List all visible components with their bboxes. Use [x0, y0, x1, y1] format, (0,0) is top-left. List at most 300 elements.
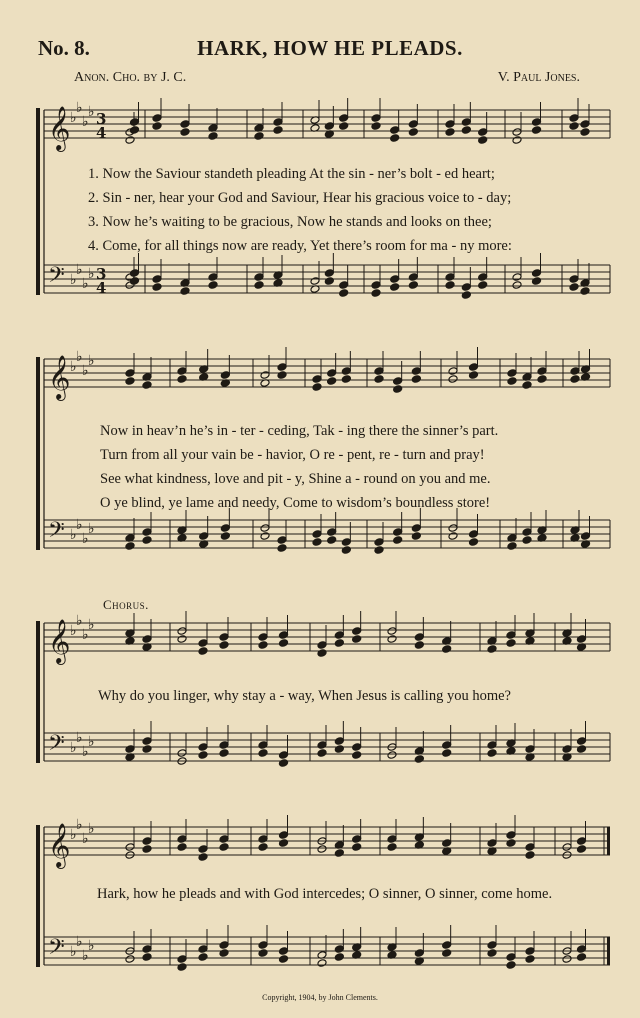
note-head [208, 281, 218, 290]
note-head [142, 745, 152, 754]
flat-icon: ♭ [70, 944, 77, 960]
note-head [327, 377, 337, 386]
note-head [219, 835, 229, 844]
bass-clef-icon: 𝄢 [48, 263, 65, 293]
note-head [339, 122, 349, 131]
note-head [277, 371, 287, 380]
note-head [279, 947, 289, 956]
note-head [393, 385, 403, 394]
note-head [152, 283, 162, 292]
note-head [507, 369, 517, 378]
note-head [393, 377, 403, 386]
verse-lyrics-second-half [100, 419, 498, 515]
note-head [577, 845, 587, 854]
note-head [374, 375, 384, 384]
note-head [334, 849, 344, 858]
note-head [569, 283, 579, 292]
note-head [334, 745, 344, 754]
note-head [341, 375, 351, 384]
note-head [442, 839, 452, 848]
flat-icon: ♭ [70, 359, 77, 375]
note-head [177, 635, 187, 644]
note-head [408, 128, 418, 137]
note-head [219, 941, 229, 950]
note-head [512, 273, 522, 282]
note-head [219, 641, 229, 650]
flat-icon: ♭ [76, 613, 83, 629]
note-head [324, 269, 334, 278]
note-head [445, 273, 455, 282]
note-head [142, 953, 152, 962]
note-head [125, 369, 135, 378]
note-head [581, 532, 591, 541]
system-brace [36, 108, 40, 295]
note-head [569, 114, 579, 123]
note-head [273, 118, 283, 127]
flat-icon: ♭ [70, 110, 77, 126]
note-head [220, 524, 230, 533]
note-head [414, 641, 424, 650]
note-head [254, 281, 264, 290]
note-head [199, 532, 209, 541]
note-head [142, 381, 152, 390]
note-head [317, 845, 327, 854]
note-head [208, 132, 218, 141]
flat-icon: ♭ [76, 349, 83, 365]
note-head [478, 281, 488, 290]
note-head [562, 843, 572, 852]
note-head [258, 641, 268, 650]
note-head [506, 639, 516, 648]
flat-icon: ♭ [76, 730, 83, 746]
note-head [525, 851, 535, 860]
note-head [324, 277, 334, 286]
note-head [180, 287, 190, 296]
note-head [522, 536, 532, 545]
chorus-label: Chorus. [103, 597, 149, 612]
note-head [390, 134, 400, 143]
note-head [414, 633, 424, 642]
note-head [411, 367, 421, 376]
flat-icon: ♭ [70, 527, 77, 543]
flat-icon: ♭ [88, 938, 95, 954]
note-head [522, 528, 532, 537]
note-head [387, 835, 397, 844]
note-head [125, 136, 135, 145]
note-head [125, 745, 135, 754]
flat-icon: ♭ [82, 531, 89, 547]
note-head [352, 751, 362, 760]
system-brace [36, 621, 40, 763]
flat-icon: ♭ [88, 521, 95, 537]
note-head [478, 128, 488, 137]
note-head [339, 289, 349, 298]
note-head [448, 524, 458, 533]
note-head [312, 530, 322, 539]
note-head [258, 843, 268, 852]
flat-icon: ♭ [82, 627, 89, 643]
note-head [577, 945, 587, 954]
note-head [487, 645, 497, 654]
note-head [334, 737, 344, 746]
note-head [371, 122, 381, 131]
note-head [569, 122, 579, 131]
note-head [220, 371, 230, 380]
note-head [487, 741, 497, 750]
flat-icon: ♭ [88, 734, 95, 750]
verse-3-line-1: 3. Now he’s waiting to be gracious, Now he stands and looks on thee; [88, 214, 492, 230]
flat-icon: ♭ [88, 266, 95, 282]
note-head [577, 745, 587, 754]
note-head [448, 367, 458, 376]
note-head [411, 532, 421, 541]
note-head [177, 835, 187, 844]
note-head [312, 538, 322, 547]
note-head [469, 371, 479, 380]
note-head [258, 949, 268, 958]
note-head [408, 120, 418, 129]
note-head [327, 536, 337, 545]
note-head [371, 114, 381, 123]
note-head [277, 536, 287, 545]
note-head [341, 546, 351, 555]
note-head [177, 843, 187, 852]
note-head [279, 831, 289, 840]
note-head [341, 538, 351, 547]
note-head [258, 749, 268, 758]
note-head [532, 118, 542, 127]
note-head [317, 741, 327, 750]
note-head [537, 375, 547, 384]
flat-icon: ♭ [82, 744, 89, 760]
note-head [478, 136, 488, 145]
note-head [411, 524, 421, 533]
note-head [532, 269, 542, 278]
note-head [393, 528, 403, 537]
note-head [562, 955, 572, 964]
final-barline [607, 827, 610, 855]
note-head [279, 631, 289, 640]
note-head [260, 371, 270, 380]
verse-lyrics-first-half [88, 162, 512, 258]
note-head [177, 375, 187, 384]
treble-clef-icon: 𝄞 [48, 619, 71, 663]
flat-icon: ♭ [70, 272, 77, 288]
flat-icon: ♭ [82, 831, 89, 847]
note-head [142, 837, 152, 846]
flat-icon: ♭ [76, 934, 83, 950]
note-head [208, 273, 218, 282]
note-head [371, 289, 381, 298]
bass-clef-icon: 𝄢 [48, 935, 65, 965]
note-head [390, 126, 400, 135]
note-head [448, 532, 458, 541]
note-head [324, 122, 334, 131]
note-head [478, 273, 488, 282]
note-head [506, 839, 516, 848]
note-head [525, 947, 535, 956]
note-head [130, 118, 140, 127]
copyright-notice: Copyright, 1904, by John Clements. [262, 993, 378, 1002]
note-head [339, 281, 349, 290]
treble-clef-icon: 𝄞 [48, 823, 71, 867]
note-head [445, 128, 455, 137]
note-head [387, 751, 397, 760]
note-head [512, 281, 522, 290]
note-head [442, 941, 452, 950]
note-head [387, 635, 397, 644]
chorus-line-1: Why do you linger, why stay a - way, When Jesus is calling you home? [98, 688, 511, 704]
note-head [577, 737, 587, 746]
note-head [577, 837, 587, 846]
system-brace [36, 825, 40, 967]
note-head [487, 949, 497, 958]
note-head [317, 649, 327, 658]
note-head [393, 536, 403, 545]
verse-4-line-1: 4. Come, for all things now are ready, Yet there’s room for ma - ny more: [88, 238, 512, 254]
note-head [177, 367, 187, 376]
chorus-line-2: Hark, how he pleads and with God intercedes; O sinner, O sinner, come home. [97, 886, 553, 902]
treble-clef-icon: 𝄞 [48, 355, 71, 399]
note-head [220, 532, 230, 541]
note-head [317, 959, 327, 968]
note-head [442, 741, 452, 750]
note-head [371, 281, 381, 290]
note-head [390, 283, 400, 292]
note-head [487, 749, 497, 758]
flat-icon: ♭ [88, 821, 95, 837]
time-signature-glyph: 3 [96, 265, 107, 283]
note-head [374, 538, 384, 547]
verse-3-line-2: See what kindness, love and pit - y, Shine a - round on you and me. [100, 471, 491, 487]
note-head [507, 377, 517, 386]
final-barline [607, 937, 610, 965]
note-head [310, 277, 320, 286]
note-head [461, 291, 471, 300]
note-head [258, 633, 268, 642]
verse-4-line-2: O ye blind, ye lame and needy, Come to wisdom’s boundless store! [100, 495, 491, 511]
time-signature-glyph: 4 [96, 279, 107, 297]
verse-2-line-1: 2. Sin - ner, hear your God and Saviour, Hear his gracious voice to - day; [88, 190, 512, 206]
note-head [352, 635, 362, 644]
note-head [445, 120, 455, 129]
flat-icon: ♭ [76, 100, 83, 116]
note-head [254, 132, 264, 141]
note-head [448, 375, 458, 384]
note-head [334, 953, 344, 962]
note-head [142, 528, 152, 537]
note-head [277, 363, 287, 372]
note-head [142, 635, 152, 644]
note-head [142, 737, 152, 746]
note-head [469, 530, 479, 539]
note-head [198, 953, 208, 962]
note-head [198, 853, 208, 862]
note-head [506, 953, 516, 962]
note-head [130, 277, 140, 286]
note-head [327, 528, 337, 537]
note-head [334, 945, 344, 954]
note-head [352, 835, 362, 844]
note-head [258, 741, 268, 750]
hymn-title: HARK, HOW HE PLEADS. [197, 36, 463, 60]
bass-clef-icon: 𝄢 [48, 731, 65, 761]
note-head [198, 845, 208, 854]
note-head [130, 126, 140, 135]
note-head [537, 367, 547, 376]
note-head [317, 749, 327, 758]
note-head [279, 955, 289, 964]
flat-icon: ♭ [88, 104, 95, 120]
note-head [414, 949, 424, 958]
note-head [341, 367, 351, 376]
flat-icon: ♭ [88, 617, 95, 633]
note-head [260, 524, 270, 533]
note-head [580, 128, 590, 137]
note-head [125, 542, 135, 551]
note-head [570, 367, 580, 376]
verse-1-line-2: Now in heav’n he’s in - ter - ceding, Tak - ing there the sinner’s part. [100, 423, 499, 439]
flat-icon: ♭ [76, 817, 83, 833]
note-head [125, 843, 135, 852]
note-head [142, 536, 152, 545]
note-head [180, 120, 190, 129]
note-head [487, 941, 497, 950]
flat-icon: ♭ [82, 114, 89, 130]
note-head [522, 381, 532, 390]
flat-icon: ♭ [76, 517, 83, 533]
flat-icon: ♭ [82, 276, 89, 292]
note-head [525, 745, 535, 754]
system-brace [36, 357, 40, 550]
note-head [142, 845, 152, 854]
note-head [374, 546, 384, 555]
note-head [279, 639, 289, 648]
note-head [352, 843, 362, 852]
note-head [445, 281, 455, 290]
flat-icon: ♭ [70, 740, 77, 756]
flat-icon: ♭ [70, 827, 77, 843]
note-head [442, 749, 452, 758]
note-head [512, 128, 522, 137]
note-head [352, 743, 362, 752]
note-head [506, 631, 516, 640]
note-head [125, 377, 135, 386]
note-head [469, 538, 479, 547]
note-head [219, 633, 229, 642]
note-head [580, 287, 590, 296]
time-signature-glyph: 4 [96, 124, 107, 142]
note-head [442, 645, 452, 654]
note-head [580, 120, 590, 129]
treble-clef-icon: 𝄞 [48, 106, 71, 150]
verse-1-line-1: 1. Now the Saviour standeth pleading At the sin - ner’s bolt - ed heart; [88, 166, 495, 182]
flat-icon: ♭ [82, 948, 89, 964]
note-head [532, 277, 542, 286]
note-head [258, 835, 268, 844]
note-head [273, 126, 283, 135]
note-head [125, 955, 135, 964]
note-head [219, 843, 229, 852]
bass-clef-icon: 𝄢 [48, 518, 65, 548]
note-head [352, 627, 362, 636]
note-head [260, 532, 270, 541]
note-head [570, 375, 580, 384]
note-head [198, 945, 208, 954]
note-head [177, 749, 187, 758]
note-head [390, 275, 400, 284]
note-head [414, 755, 424, 764]
note-head [177, 955, 187, 964]
note-head [334, 639, 344, 648]
flat-icon: ♭ [88, 353, 95, 369]
note-head [279, 839, 289, 848]
note-head [258, 941, 268, 950]
flat-icon: ♭ [70, 623, 77, 639]
note-head [254, 273, 264, 282]
note-head [577, 953, 587, 962]
note-head [312, 383, 322, 392]
note-head [562, 745, 572, 754]
words-credit: Anon. Cho. by J. C. [74, 70, 187, 85]
flat-icon: ♭ [76, 262, 83, 278]
note-head [525, 843, 535, 852]
note-head [198, 751, 208, 760]
note-head [461, 283, 471, 292]
note-head [317, 641, 327, 650]
note-head [469, 363, 479, 372]
note-head [152, 114, 162, 123]
note-head [277, 544, 287, 553]
hymn-number: No. 8. [38, 36, 90, 60]
composer-credit: V. Paul Jones. [497, 70, 580, 85]
note-head [198, 639, 208, 648]
note-head [507, 542, 517, 551]
note-head [408, 281, 418, 290]
note-head [152, 275, 162, 284]
note-head [177, 963, 187, 972]
note-head [461, 118, 471, 127]
verse-2-line-2: Turn from all your vain be - havior, O re - pent, re - turn and pray! [100, 447, 485, 463]
flat-icon: ♭ [82, 363, 89, 379]
note-head [532, 126, 542, 135]
note-head [461, 126, 471, 135]
note-head [279, 759, 289, 768]
note-head [569, 275, 579, 284]
note-head [279, 751, 289, 760]
time-signature-glyph: 3 [96, 110, 107, 128]
note-head [334, 631, 344, 640]
note-head [506, 961, 516, 970]
note-head [198, 647, 208, 656]
note-head [339, 114, 349, 123]
note-head [387, 843, 397, 852]
note-head [487, 839, 497, 848]
note-head [130, 269, 140, 278]
note-head [577, 635, 587, 644]
note-head [512, 136, 522, 145]
note-head [219, 741, 229, 750]
note-head [387, 627, 397, 636]
note-head [411, 375, 421, 384]
note-head [219, 749, 229, 758]
note-head [327, 369, 337, 378]
note-head [177, 627, 187, 636]
note-head [506, 831, 516, 840]
note-head [142, 945, 152, 954]
note-head [525, 955, 535, 964]
note-head [152, 122, 162, 131]
